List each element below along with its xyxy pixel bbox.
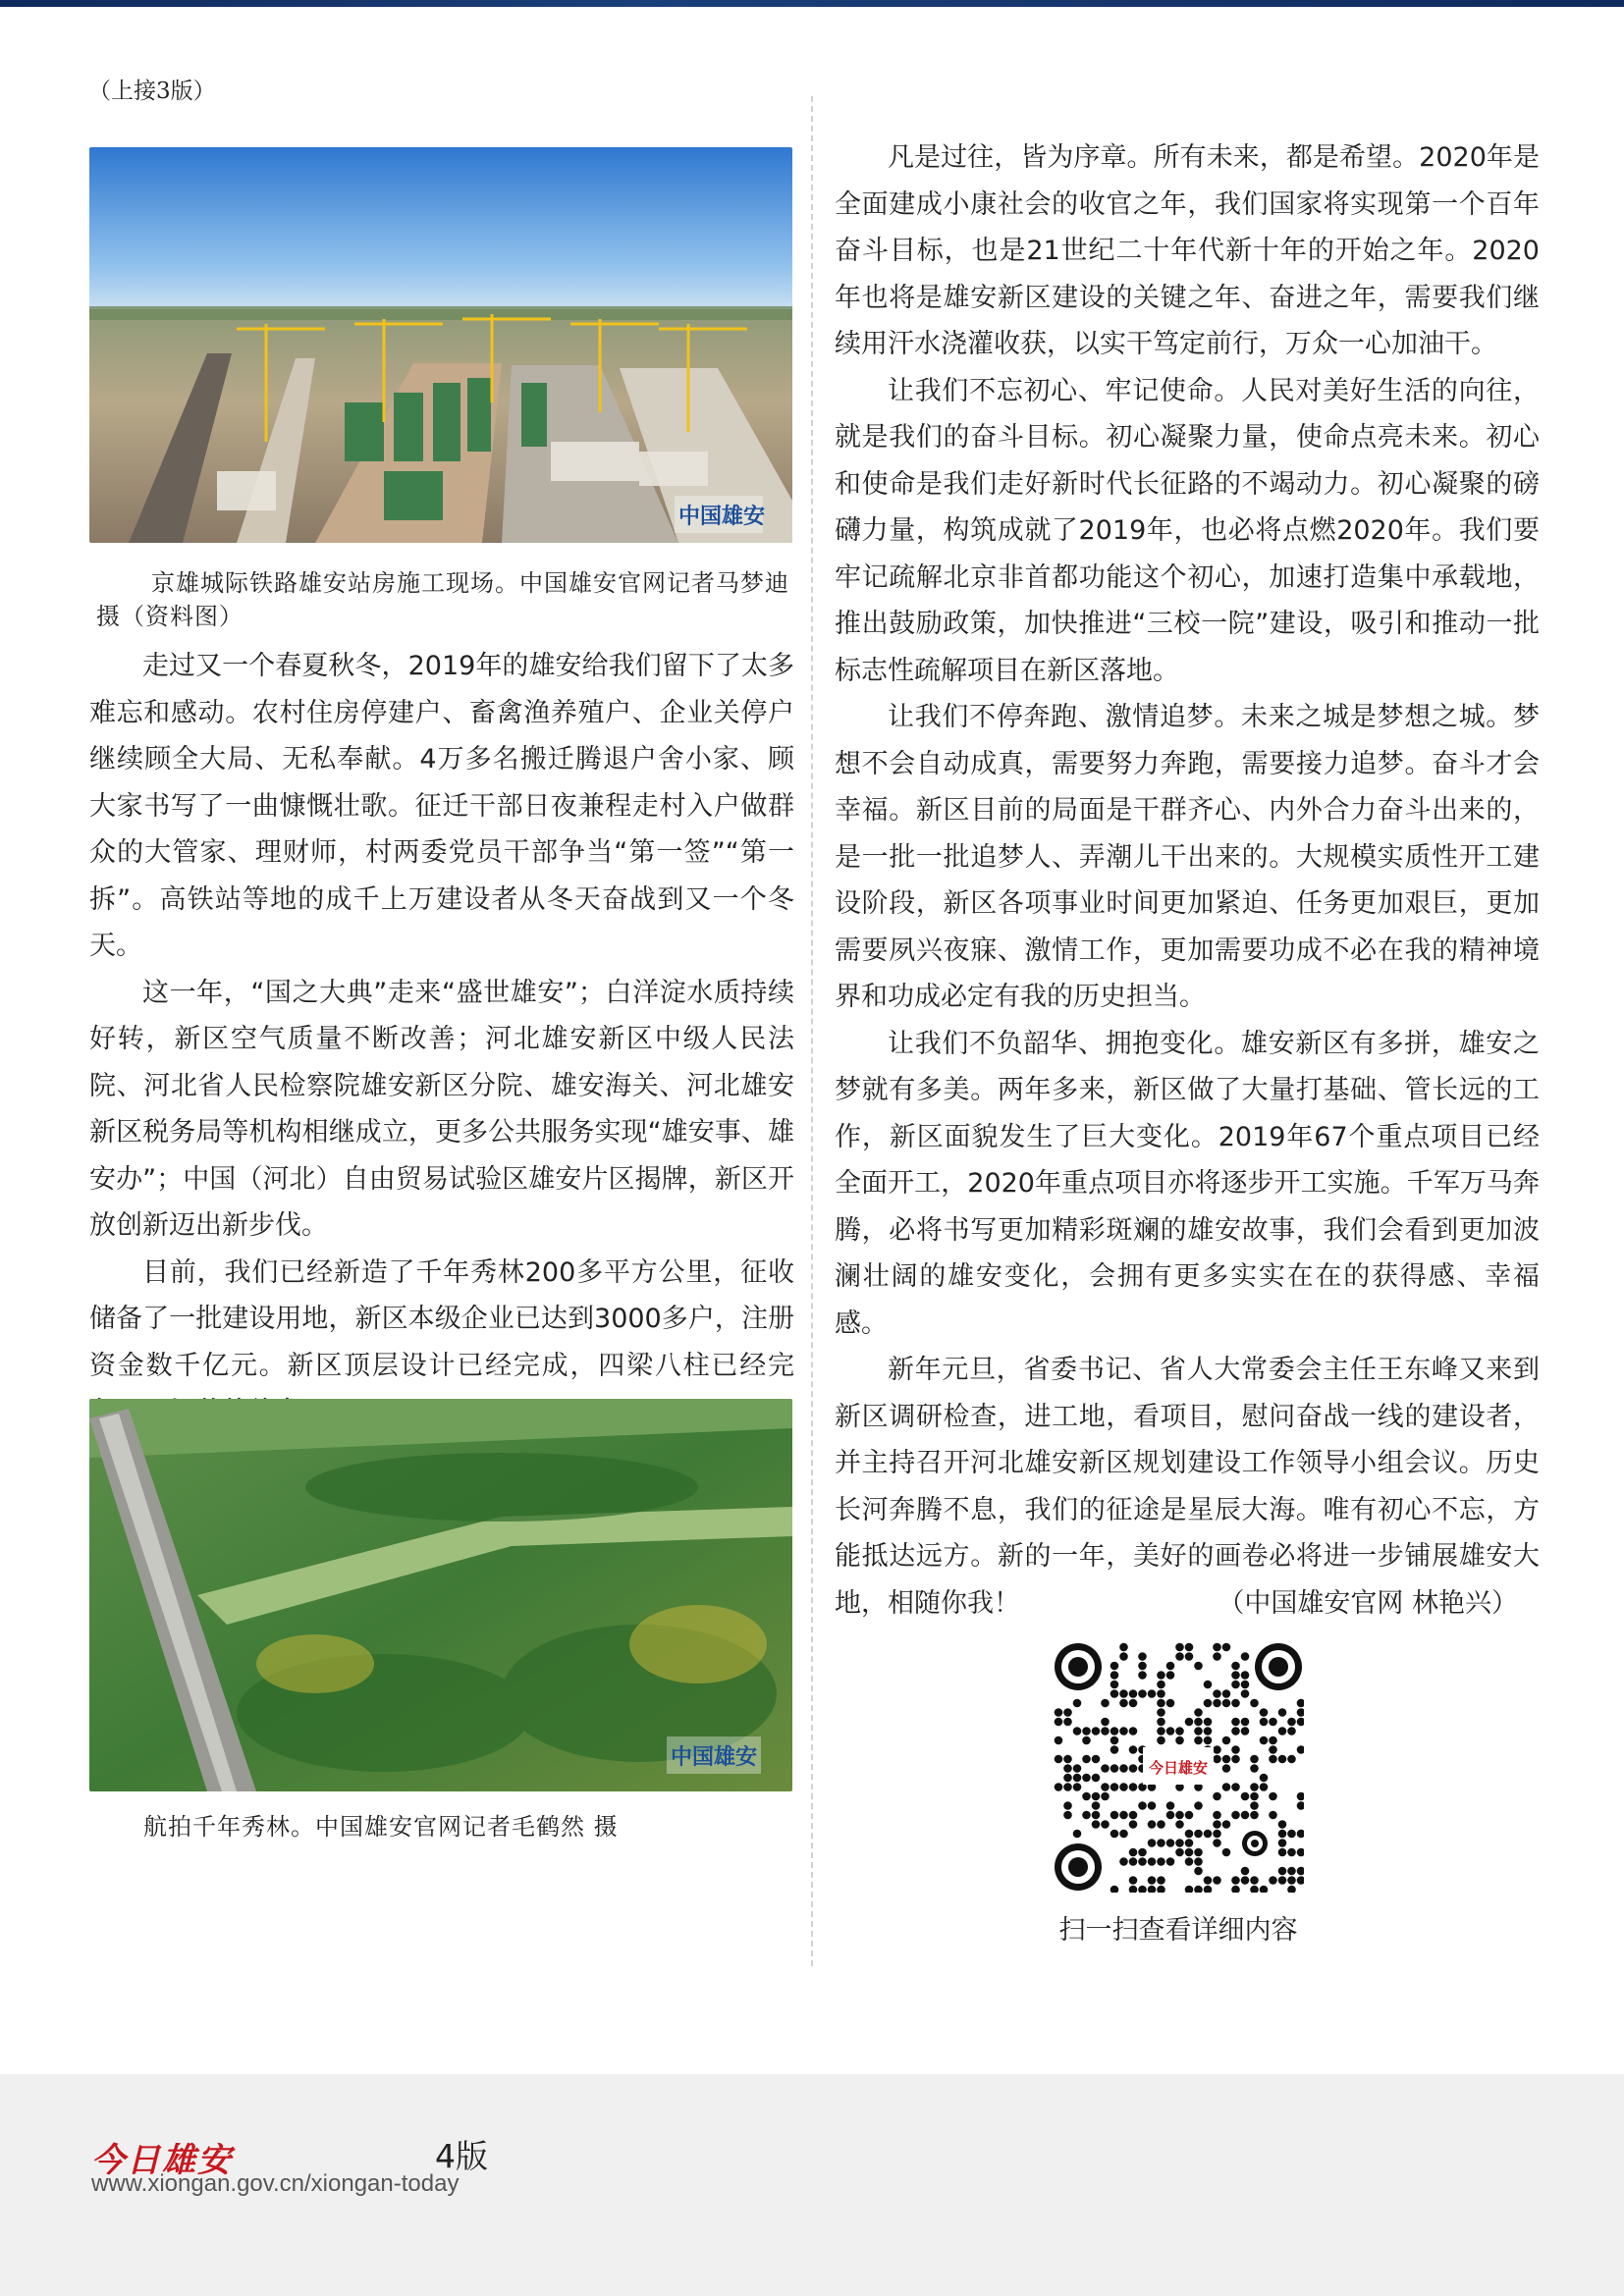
paragraph: 让我们不忘初心、牢记使命。人民对美好生活的向往，就是我们的奋斗目标。初心凝聚力量，使命点亮未来。初心和使命是我们走好新时代长征路的不竭动力。初心凝聚的磅礴力量，构筑成就了2019年，也必将点燃2020年。我们要牢记疏解北京非首都功能这个初心，加速打造集中承载地，推出鼓励政策，加快推进“三校一院”建设，吸引和推动一批标志性疏解项目在新区落地。	[835, 375, 1540, 686]
qr-module	[1231, 1755, 1240, 1764]
qr-module	[1166, 1727, 1175, 1735]
paragraph-text: 新年元旦，省委书记、省人大常委会主任王东峰又来到新区调研检查，进工地，看项目，慰问奋战一线的建设者，并主持召开河北雄安新区规划建设工作领导小组会议。历史长河奔腾不息，我们的征途是星辰大海。唯有初心不忘，方能抵达远方。新的一年，美好的画卷必将进一步铺展雄安大地，相随你我！	[835, 1355, 1540, 1619]
qr-module	[1222, 1643, 1231, 1652]
qr-module	[1166, 1857, 1175, 1866]
qr-module	[1055, 1708, 1063, 1717]
qr-module	[1138, 1801, 1147, 1810]
qr-module	[1110, 1689, 1119, 1698]
qr-module	[1278, 1839, 1287, 1847]
qr-module	[1194, 1708, 1203, 1717]
qr-module	[1287, 1830, 1296, 1839]
qr-module	[1213, 1755, 1221, 1764]
qr-module	[1250, 1801, 1259, 1810]
qr-module	[1241, 1652, 1250, 1661]
qr-module	[1250, 1783, 1259, 1791]
qr-module	[1175, 1736, 1184, 1745]
qr-module	[1119, 1857, 1128, 1866]
qr-module	[1175, 1820, 1184, 1829]
qr-module	[1222, 1764, 1231, 1773]
qr-module	[1073, 1774, 1082, 1783]
author-signature: （中国雄安官网 林艳兴）	[1218, 1587, 1518, 1619]
qr-module	[1278, 1727, 1287, 1735]
qr-module	[1222, 1848, 1231, 1857]
qr-module	[1138, 1857, 1147, 1866]
qr-module	[1129, 1689, 1138, 1698]
qr-module	[1166, 1811, 1175, 1820]
qr-module	[1250, 1811, 1259, 1820]
qr-module	[1241, 1792, 1250, 1801]
qr-module	[1148, 1857, 1157, 1866]
qr-module	[1157, 1736, 1165, 1745]
qr-module	[1101, 1727, 1110, 1735]
qr-module	[1241, 1811, 1250, 1820]
qr-module	[1213, 1699, 1221, 1708]
qr-module	[1241, 1718, 1250, 1727]
svg-text:今日雄安: 今日雄安	[1148, 1759, 1209, 1777]
qr-module	[1194, 1830, 1203, 1839]
qr-module	[1129, 1727, 1138, 1735]
qr-module	[1157, 1708, 1165, 1717]
qr-module	[1269, 1718, 1277, 1727]
qr-module	[1231, 1662, 1240, 1671]
qr-module	[1110, 1830, 1119, 1839]
qr-module	[1166, 1801, 1175, 1810]
qr-module	[1194, 1857, 1203, 1866]
qr-finder-top-right	[1255, 1643, 1302, 1690]
qr-module	[1287, 1755, 1296, 1764]
qr-module	[1166, 1662, 1175, 1671]
qr-module	[1148, 1876, 1157, 1885]
qr-module	[1175, 1643, 1184, 1652]
qr-module	[1213, 1792, 1221, 1801]
qr-module	[1260, 1708, 1269, 1717]
qr-module	[1269, 1811, 1277, 1820]
qr-module	[1148, 1801, 1157, 1810]
qr-module	[1055, 1718, 1063, 1727]
qr-module	[1092, 1774, 1101, 1783]
qr-module	[1101, 1699, 1110, 1708]
qr-module	[1063, 1811, 1072, 1820]
qr-module	[1110, 1764, 1119, 1773]
qr-module	[1101, 1718, 1110, 1727]
qr-module	[1119, 1652, 1128, 1661]
qr-module	[1092, 1727, 1101, 1735]
qr-module	[1287, 1727, 1296, 1735]
qr-module	[1101, 1792, 1110, 1801]
qr-module	[1250, 1876, 1259, 1885]
qr-module	[1129, 1820, 1138, 1829]
qr-module	[1250, 1792, 1259, 1801]
qr-module	[1231, 1718, 1240, 1727]
qr-module	[1073, 1830, 1082, 1839]
qr-module	[1129, 1699, 1138, 1708]
qr-module	[1185, 1652, 1194, 1661]
qr-module	[1185, 1811, 1194, 1820]
qr-module	[1175, 1652, 1184, 1661]
qr-module	[1073, 1783, 1082, 1791]
construction-site-aerial-photo-icon	[89, 147, 792, 543]
qr-module	[1092, 1811, 1101, 1820]
qr-module	[1231, 1671, 1240, 1680]
qr-finder-top-left	[1055, 1643, 1102, 1690]
qr-module	[1063, 1755, 1072, 1764]
qr-module	[1138, 1662, 1147, 1671]
qr-module	[1055, 1736, 1063, 1745]
qr-module	[1119, 1811, 1128, 1820]
qr-module	[1241, 1727, 1250, 1735]
qr-module	[1157, 1876, 1165, 1885]
qr-module	[1082, 1736, 1091, 1745]
qr-module	[1119, 1643, 1128, 1652]
qr-module	[1278, 1867, 1287, 1876]
qr-module	[1129, 1783, 1138, 1791]
qr-module	[1063, 1801, 1072, 1810]
qr-module	[1213, 1820, 1221, 1829]
qr-module	[1166, 1839, 1175, 1847]
qr-module	[1241, 1876, 1250, 1885]
paragraph: 走过又一个春夏秋冬，2019年的雄安给我们留下了太多难忘和感动。农村住房停建户、畜禽渔养殖户、企业关停户继续顾全大局、无私奉献。4万多名搬迁腾退户舍小家、顾大家书写了一曲慷慨壮歌。征迁干部日夜兼程走村入户做群众的大管家、理财师，村两委党员干部争当“第一签”“第一拆”。高铁站等地的成千上万建设者从冬天奋战到又一个冬天。	[89, 651, 794, 961]
qr-module	[1194, 1867, 1203, 1876]
qr-module	[1063, 1708, 1072, 1717]
qr-module	[1222, 1699, 1231, 1708]
qr-module	[1278, 1820, 1287, 1829]
qr-module	[1157, 1689, 1165, 1698]
qr-module	[1231, 1783, 1240, 1791]
qr-align	[1242, 1831, 1268, 1856]
qr-module	[1278, 1708, 1287, 1717]
qr-module	[1157, 1820, 1165, 1829]
qr-module	[1092, 1820, 1101, 1829]
site-url[interactable]: www.xiongan.gov.cn/xiongan-today	[91, 2170, 460, 2197]
qr-module	[1231, 1811, 1240, 1820]
qr-module	[1110, 1745, 1119, 1754]
qr-module	[1148, 1839, 1157, 1847]
qr-module	[1194, 1727, 1203, 1735]
page-number: 4版	[435, 2137, 488, 2175]
qr-module	[1287, 1867, 1296, 1876]
paragraph: 凡是过往，皆为序章。所有未来，都是希望。2020年是全面建成小康社会的收官之年，我们国家将实现第一个百年奋斗目标，也是21世纪二十年代新十年的开始之年。2020年也将是雄安新区建设的关键之年、奋进之年，需要我们继续用汗水浇灌收获，以实干笃定前行，万众一心加油干。	[835, 142, 1540, 359]
qr-module	[1129, 1764, 1138, 1773]
continuation-label: （上接3版）	[88, 79, 216, 104]
qr-code-icon	[1053, 1641, 1304, 1893]
qr-module	[1175, 1839, 1184, 1847]
qr-module	[1278, 1876, 1287, 1885]
qr-module	[1073, 1699, 1082, 1708]
qr-module	[1213, 1689, 1221, 1698]
qr-module	[1157, 1671, 1165, 1680]
qr-module	[1213, 1745, 1221, 1754]
svg-text:中国雄安: 中国雄安	[671, 1744, 758, 1770]
qr-module	[1241, 1689, 1250, 1698]
qr-module	[1269, 1876, 1277, 1885]
qr-module	[1231, 1699, 1240, 1708]
photo-caption: 航拍千年秀林。中国雄安官网记者毛鹤然 摄	[143, 1813, 619, 1841]
qr-module	[1260, 1774, 1269, 1783]
qr-module	[1222, 1736, 1231, 1745]
qr-module	[1157, 1699, 1165, 1708]
qr-module	[1231, 1876, 1240, 1885]
qr-module	[1148, 1689, 1157, 1698]
qr-module	[1222, 1689, 1231, 1698]
qr-module	[1175, 1811, 1184, 1820]
right-column-article	[835, 134, 1540, 1627]
qr-module	[1241, 1671, 1250, 1680]
qr-module	[1110, 1811, 1119, 1820]
qr-module	[1119, 1689, 1128, 1698]
qr-module	[1148, 1820, 1157, 1829]
qr-module	[1241, 1867, 1250, 1876]
qr-module	[1101, 1783, 1110, 1791]
qr-module	[1269, 1755, 1277, 1764]
photo-caption: 京雄城际铁路雄安站房施工现场。中国雄安官网记者马梦迪 摄（资料图）	[96, 569, 789, 630]
qr-module	[1157, 1727, 1165, 1735]
qr-module	[1185, 1839, 1194, 1847]
qr-module	[1213, 1839, 1221, 1847]
qr-module	[1194, 1662, 1203, 1671]
qr-module	[1231, 1727, 1240, 1735]
qr-module	[1260, 1736, 1269, 1745]
qr-module	[1278, 1830, 1287, 1839]
qr-module	[1250, 1764, 1259, 1773]
left-column-article	[89, 643, 794, 1436]
qr-module	[1055, 1755, 1063, 1764]
qr-module	[1110, 1671, 1119, 1680]
qr-module	[1119, 1764, 1128, 1773]
qr-module	[1204, 1727, 1213, 1735]
qr-module	[1213, 1643, 1221, 1652]
qr-module	[1055, 1783, 1063, 1791]
qr-module	[1260, 1783, 1269, 1791]
qr-module	[1082, 1774, 1091, 1783]
qr-module	[1110, 1736, 1119, 1745]
qr-module	[1231, 1745, 1240, 1754]
qr-module	[1185, 1857, 1194, 1866]
qr-module	[1138, 1652, 1147, 1661]
qr-module	[1185, 1830, 1194, 1839]
qr-module	[1278, 1848, 1287, 1857]
qr-module	[1138, 1671, 1147, 1680]
qr-module	[1082, 1727, 1091, 1735]
qr-module	[1250, 1755, 1259, 1764]
svg-text:中国雄安: 中国雄安	[678, 504, 766, 529]
qr-module	[1204, 1876, 1213, 1885]
qr-module	[1204, 1830, 1213, 1839]
qr-module	[1250, 1699, 1259, 1708]
qr-module	[1222, 1783, 1231, 1791]
qr-module	[1185, 1848, 1194, 1857]
qr-module	[1129, 1857, 1138, 1866]
qr-module	[1287, 1718, 1296, 1727]
qr-module	[1269, 1736, 1277, 1745]
construction-site-photo	[89, 147, 792, 543]
qr-module	[1082, 1792, 1091, 1801]
qr-module	[1260, 1718, 1269, 1727]
qr-module	[1194, 1848, 1203, 1857]
qr-module	[1119, 1699, 1128, 1708]
qr-module	[1231, 1681, 1240, 1689]
qr-module	[1185, 1718, 1194, 1727]
qr-module	[1129, 1811, 1138, 1820]
qr-module	[1073, 1764, 1082, 1773]
qr-module	[1166, 1671, 1175, 1680]
qr-module	[1213, 1876, 1221, 1885]
qr-module	[1204, 1718, 1213, 1727]
top-accent-bar	[0, 0, 1624, 7]
paragraph: 让我们不负韶华、拥抱变化。雄安新区有多拼，雄安之梦就有多美。两年多来，新区做了大量打基础、管长远的工作，新区面貌发生了巨大变化。2019年67个重点项目已经全面开工，2020年重点项目亦将逐步开工实施。千军万马奔腾，必将书写更加精彩斑斓的雄安故事，我们会看到更加波澜壮阔的雄安变化，会拥有更多实实在在的获得感、幸福感。	[835, 1028, 1540, 1339]
qr-module	[1157, 1718, 1165, 1727]
qr-module	[1204, 1736, 1213, 1745]
qr-module	[1287, 1848, 1296, 1857]
qr-module	[1110, 1783, 1119, 1791]
qr-module	[1129, 1848, 1138, 1857]
qr-module	[1092, 1801, 1101, 1810]
paragraph: 让我们不停奔跑、激情追梦。未来之城是梦想之城。梦想不会自动成真，需要努力奔跑，需要接力追梦。奋斗才会幸福。新区目前的局面是干群齐心、内外合力奋斗出来的，是一批一批追梦人、弄潮儿干出来的。大规模实质性开工建设阶段，新区各项事业时间更加紧迫、任务更加艰巨，更加需要夙兴夜寐、激情工作，更加需要功成不必在我的精神境界和功成必定有我的历史担当。	[835, 702, 1540, 1012]
column-divider	[811, 96, 813, 1966]
qr-module	[1204, 1681, 1213, 1689]
qr-module	[1175, 1727, 1184, 1735]
qr-module	[1092, 1792, 1101, 1801]
qr-module	[1194, 1736, 1203, 1745]
qr-module	[1194, 1801, 1203, 1810]
qr-module	[1269, 1745, 1277, 1754]
qr-module	[1213, 1652, 1221, 1661]
qr-code[interactable]	[1053, 1641, 1304, 1893]
qr-module	[1213, 1811, 1221, 1820]
qr-finder-bottom-left	[1055, 1843, 1102, 1891]
qr-module	[1073, 1727, 1082, 1735]
forest-aerial-photo-icon	[89, 1399, 792, 1791]
qr-module	[1185, 1643, 1194, 1652]
qr-module	[1157, 1839, 1165, 1847]
qr-module	[1278, 1755, 1287, 1764]
qr-module	[1063, 1774, 1072, 1783]
qr-module	[1166, 1699, 1175, 1708]
qr-module	[1110, 1727, 1119, 1735]
qr-module	[1138, 1848, 1147, 1857]
qr-module	[1110, 1681, 1119, 1689]
qr-module	[1287, 1876, 1296, 1885]
qr-module	[1110, 1662, 1119, 1671]
paragraph: 这一年，“国之大典”走来“盛世雄安”；白洋淀水质持续好转，新区空气质量不断改善；河北雄安新区中级人民法院、河北省人民检察院雄安新区分院、雄安海关、河北雄安新区税务局等机构相继成立，更多公共服务实现“雄安事、雄安办”；中国（河北）自由贸易试验区雄安片区揭牌，新区开放创新迈出新步伐。	[89, 977, 794, 1241]
qr-module	[1222, 1820, 1231, 1829]
qr-module	[1063, 1764, 1072, 1773]
qr-module	[1222, 1755, 1231, 1764]
qr-module	[1175, 1848, 1184, 1857]
paragraph: 目前，我们已经新造了千年秀林200多平方公里，征收储备了一批建设用地，新区本级企业已达到3000多户，注册资金数千亿元。新区顶层设计已经完成，四梁八柱已经完	[89, 1256, 794, 1381]
qr-module	[1119, 1783, 1128, 1791]
qr-module	[1101, 1764, 1110, 1773]
forest-photo	[89, 1399, 792, 1791]
qr-module	[1269, 1792, 1277, 1801]
qr-module	[1204, 1699, 1213, 1708]
qr-module	[1129, 1745, 1138, 1754]
newspaper-logo: 今日雄安	[91, 2141, 233, 2180]
qr-module	[1101, 1820, 1110, 1829]
qr-module	[1157, 1857, 1165, 1866]
qr-module	[1092, 1755, 1101, 1764]
qr-module	[1213, 1830, 1221, 1839]
qr-module	[1082, 1811, 1091, 1820]
qr-module	[1138, 1689, 1147, 1698]
qr-module	[1241, 1681, 1250, 1689]
qr-module	[1082, 1755, 1091, 1764]
qr-module	[1063, 1783, 1072, 1791]
paragraph	[835, 1347, 1540, 1627]
qr-module	[1119, 1830, 1128, 1839]
qr-module	[1129, 1876, 1138, 1885]
qr-caption: 扫一扫查看详细内容	[1058, 1915, 1298, 1946]
qr-module	[1157, 1681, 1165, 1689]
qr-module	[1063, 1718, 1072, 1727]
qr-module	[1194, 1718, 1203, 1727]
qr-module	[1119, 1727, 1128, 1735]
